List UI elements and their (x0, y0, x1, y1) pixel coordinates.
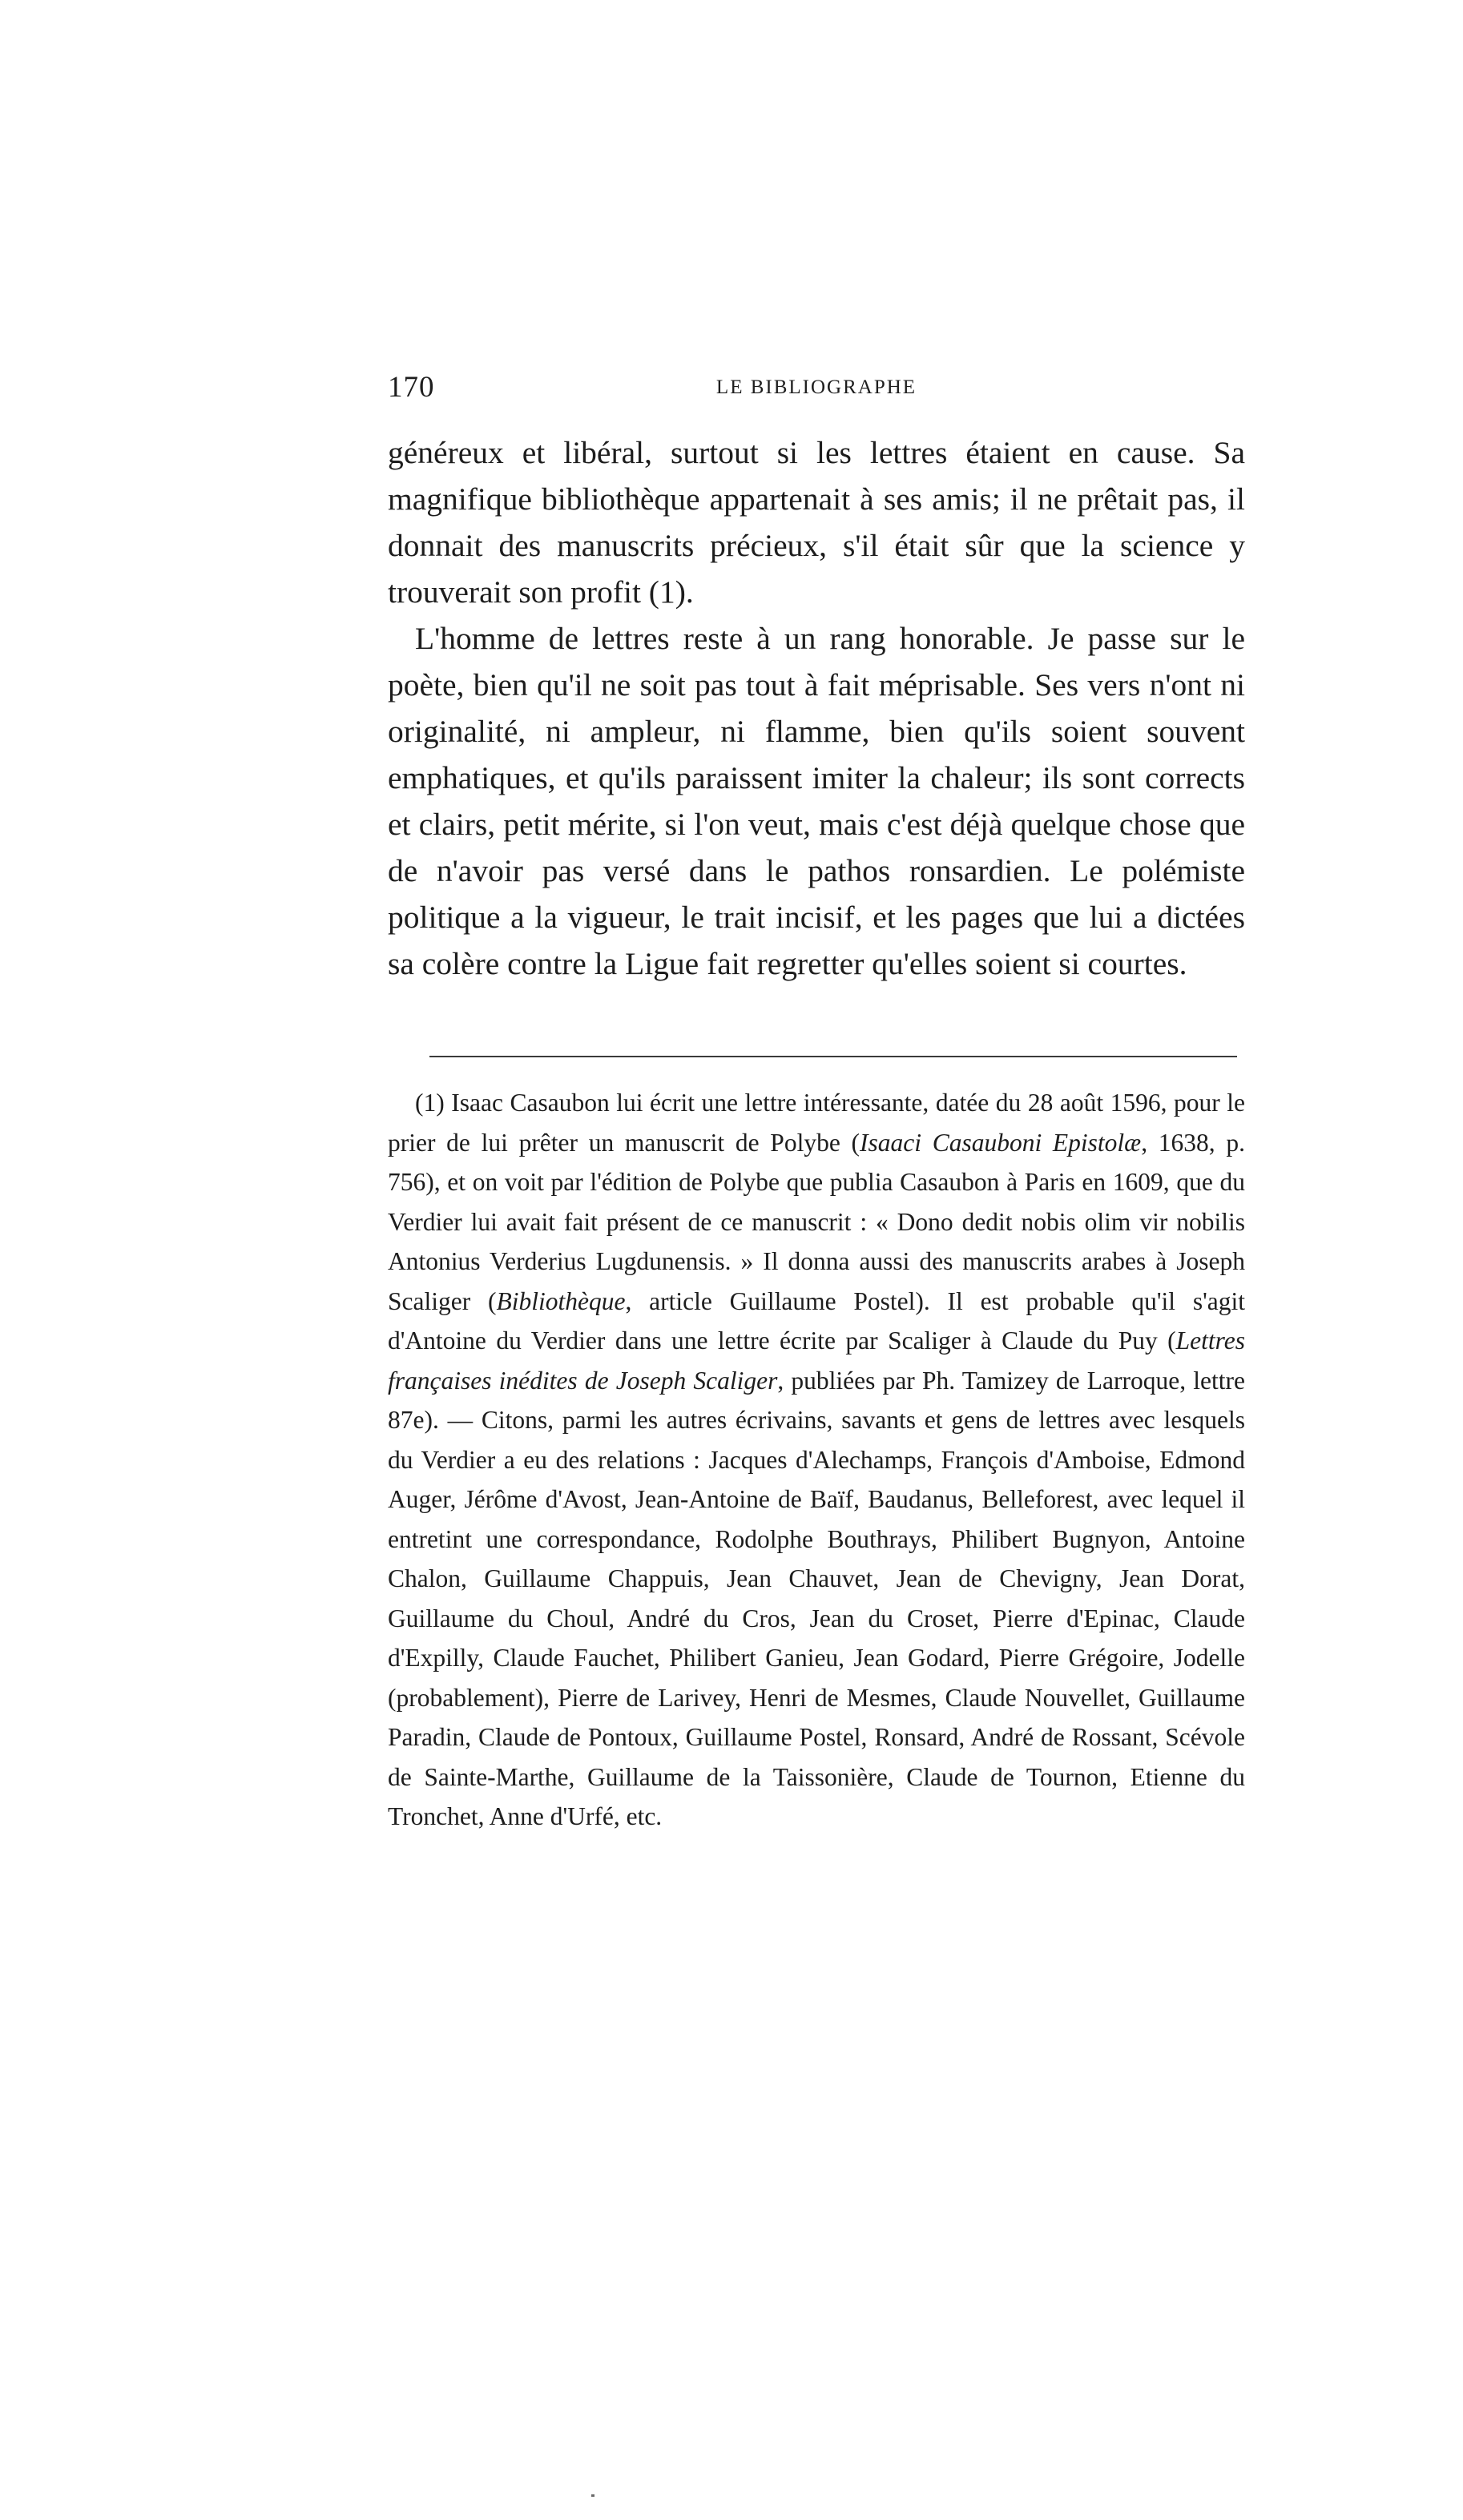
footnote-book-title: Isaaci Casauboni Epistolæ (860, 1128, 1142, 1157)
footnote-separator (429, 1056, 1237, 1057)
footnote (388, 1083, 1245, 1837)
page-number: 170 (388, 371, 435, 404)
footnote-book-title: Lettres françaises inédites de Joseph Scaliger (388, 1326, 1245, 1395)
footnote-book-title: Bibliothèque (496, 1286, 626, 1315)
scan-speck (591, 2494, 594, 2497)
footnote-text: , 1638, p. 756), et on voit par l'édition de Polybe que publia Casaubon à Paris en 1609, que du Verdier lui avait fait présent de ce manuscrit : « Dono dedit nobis olim vir nobilis Antonius Verderius Lugdunensis. » Il donna aussi des manuscrits arabes à Joseph Scaliger ( (388, 1128, 1245, 1315)
footnote-text: , article Guillaume Postel). Il est probable qu'il s'agit d'Antoine du Verdier dans une lettre écrite par Scaliger à Claude du Puy ( (388, 1286, 1245, 1355)
footnote-text: (1) Isaac Casaubon lui écrit une lettre intéressante, datée du 28 août 1596, pour le prier de lui prêter un manuscrit de Polybe ( (388, 1089, 1245, 1157)
main-text (388, 429, 1245, 987)
paragraph: L'homme de lettres reste à un rang honorable. Je passe sur le poète, bien qu'il ne soit pas tout à fait méprisable. Ses vers n'ont ni originalité, ni ampleur, ni flamme, bien qu'ils soient souvent emphatiques, et qu'ils paraissent imiter la chaleur; ils sont corrects et clairs, petit mérite, si l'on veut, mais c'est déjà quelque chose que de n'avoir pas versé dans le pathos ronsardien. Le polémiste politique a la vigueur, le trait incisif, et les pages que lui a dictées sa colère contre la Ligue fait regretter qu'elles soient si courtes. (388, 621, 1245, 981)
running-head (388, 370, 1245, 405)
paragraph: généreux et libéral, surtout si les lettres étaient en cause. Sa magnifique bibliothèque appartenait à ses amis; il ne prêtait pas, il donnait des manuscrits précieux, s'il était sûr que la science y trouverait son profit (1). (388, 435, 1245, 610)
footnote-text: , publiées par Ph. Tamizey de Larroque, lettre 87e). — Citons, parmi les autres écrivains, savants et gens de lettres avec lesquels du Verdier a eu des relations : Jacques d'Alechamps, François d'Amboise, Edmond Auger, Jérôme d'Avost, Jean-Antoine de Baïf, Baudanus, Belleforest, avec lequel il entretint une correspondance, Rodolphe Bouthrays, Philibert Bugnyon, Antoine Chalon, Guillaume Chappuis, Jean Chauvet, Jean de Chevigny, Jean Dorat, Guillaume du Choul, André du Cros, Jean du Croset, Pierre d'Epinac, Claude d'Expilly, Claude Fauchet, Philibert Ganieu, Jean Godard, Pierre Grégoire, Jodelle (probablement), Pierre de Larivey, Henri de Mesmes, Claude Nouvellet, Guillaume Paradin, Claude de Pontoux, Guillaume Postel, Ronsard, André de Rossant, Scévole de Sainte-Marthe, Guillaume de la Taissonière, Claude de Tournon, Etienne du Tronchet, Anne d'Urfé, etc. (388, 1366, 1245, 1830)
running-title: LE BIBLIOGRAPHE (715, 376, 917, 398)
